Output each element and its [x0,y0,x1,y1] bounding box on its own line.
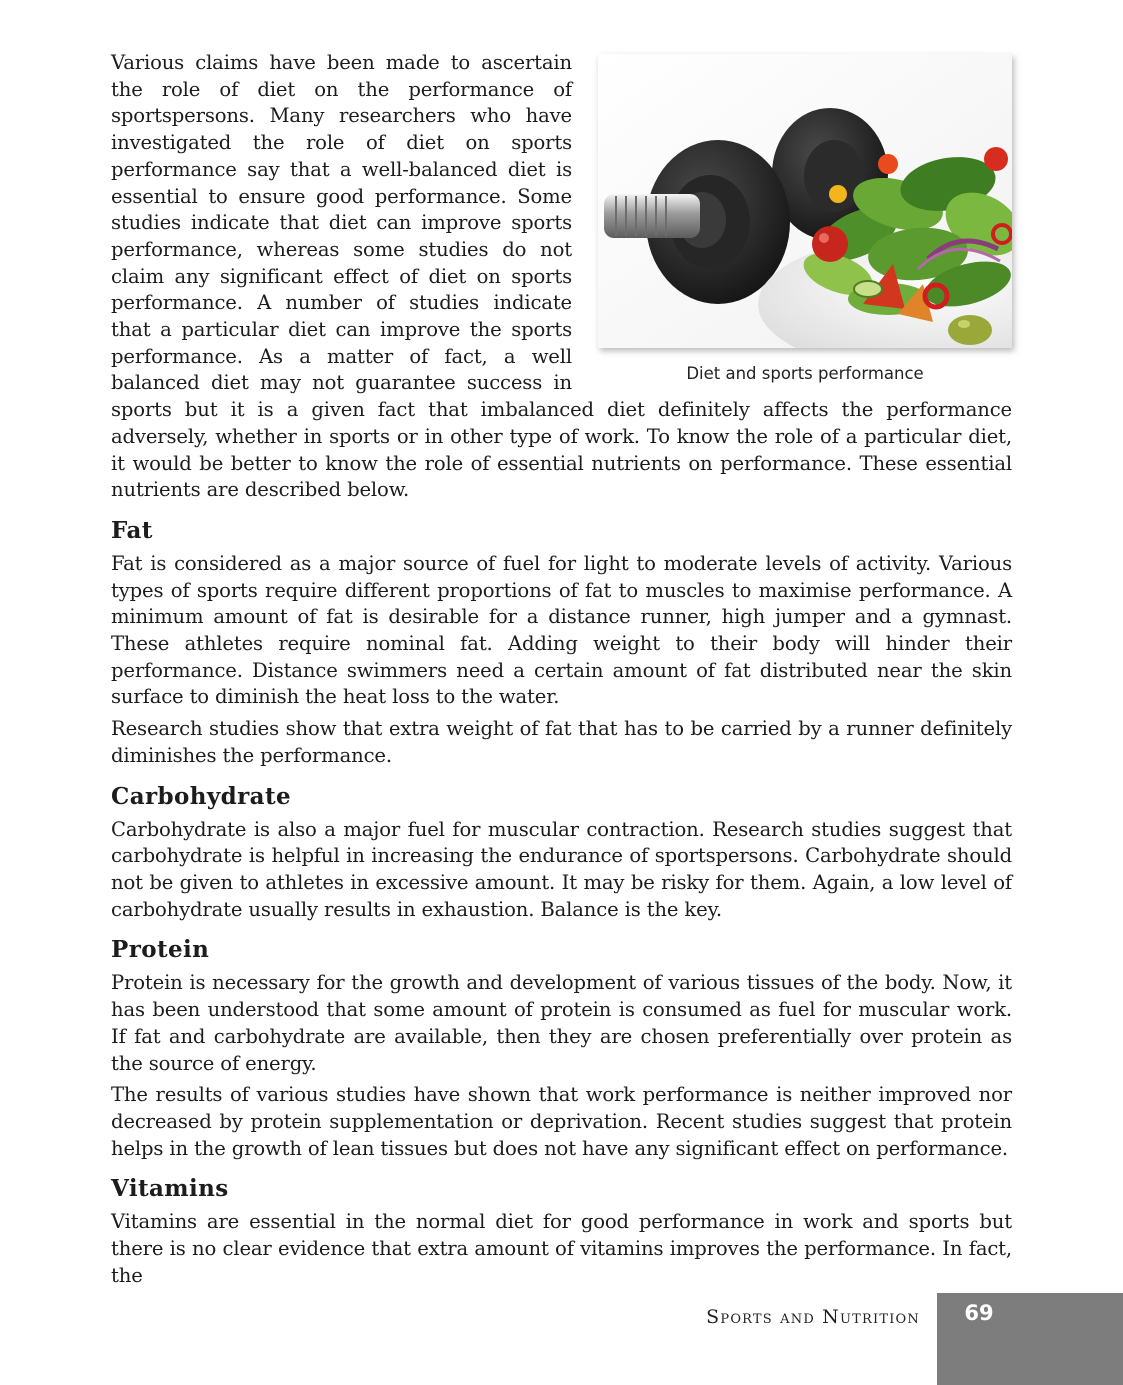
dumbbell-salad-image [598,54,1012,348]
vitamins-paragraph: Vitamins are essential in the normal diet for good performance in work and sports but there is no clear evidence that extra amount of vitamins improves the performance. In fact, the [111,1210,1012,1287]
intro-paragraph: Various claims have been made to ascertain the role of diet on the performance of sportspersons. Many researchers who have investigated the role of diet on sports performance say that a well-balanced diet is essential to ensure good performance. Some studies indicate that diet can improve sports performance, whereas some studies do not claim any significant effect of diet on sports performance. A number of studies indicate that a particular diet can improve the sports performance. As a matter of fact, a well balanced diet may not guarantee success in sports but it is a given fact that imbalanced diet definitely affects the performance adversely, whether in sports or in other type of work. To know the role of a particular diet, it would be better to know the role of essential nutrients on performance. These essential nutrients are described below. [111,51,1012,502]
carbohydrate-paragraph: Carbohydrate is also a major fuel for muscular contraction. Research studies suggest that carbohydrate is helpful in increasing the endurance of sportspersons. Carbohydrate should not be given to athletes in excessive amount. It may be risky for them. Again, a low level of carbohydrate usually results in exhaustion. Balance is the key. [111,817,1012,921]
protein-paragraph: Protein is necessary for the growth and development of various tissues of the body. Now, it has been understood that some amount of protein is consumed as fuel for muscular work. If fat and carbohydrate are available, then they are chosen preferentially over protein as the source of energy. [111,971,1012,1075]
figure-caption: Diet and sports performance [686,364,924,383]
page-number-tab [937,1293,1123,1385]
section-heading-fat: Fat [111,516,153,544]
chapter-title: Sports and Nutrition [706,1306,920,1328]
fat-paragraph: Research studies show that extra weight of fat that has to be carried by a runner definitely diminishes the performance. [111,717,1012,767]
section-heading-protein: Protein [111,936,210,964]
section-heading-carbohydrate: Carbohydrate [111,782,291,810]
protein-paragraph: The results of various studies have shown that work performance is neither improved nor decreased by protein supplementation or deprivation. Recent studies suggest that protein helps in the growth of lean tissues but does not have any significant effect on performance. [111,1083,1012,1160]
page-content [111,50,1012,1294]
figure [598,54,1012,383]
section-heading-vitamins: Vitamins [111,1175,229,1203]
page-number: 69 [964,1301,994,1325]
fat-paragraph: Fat is considered as a major source of fuel for light to moderate levels of activity. Various types of sports require different proportions of fat to muscles to maximise performance. A minimum amount of fat is desirable for a distance runner, high jumper and a gymnast. These athletes require nominal fat. Adding weight to their body will hinder their performance. Distance swimmers need a certain amount of fat distributed near the skin surface to diminish the heat loss to the water. [111,551,1012,709]
